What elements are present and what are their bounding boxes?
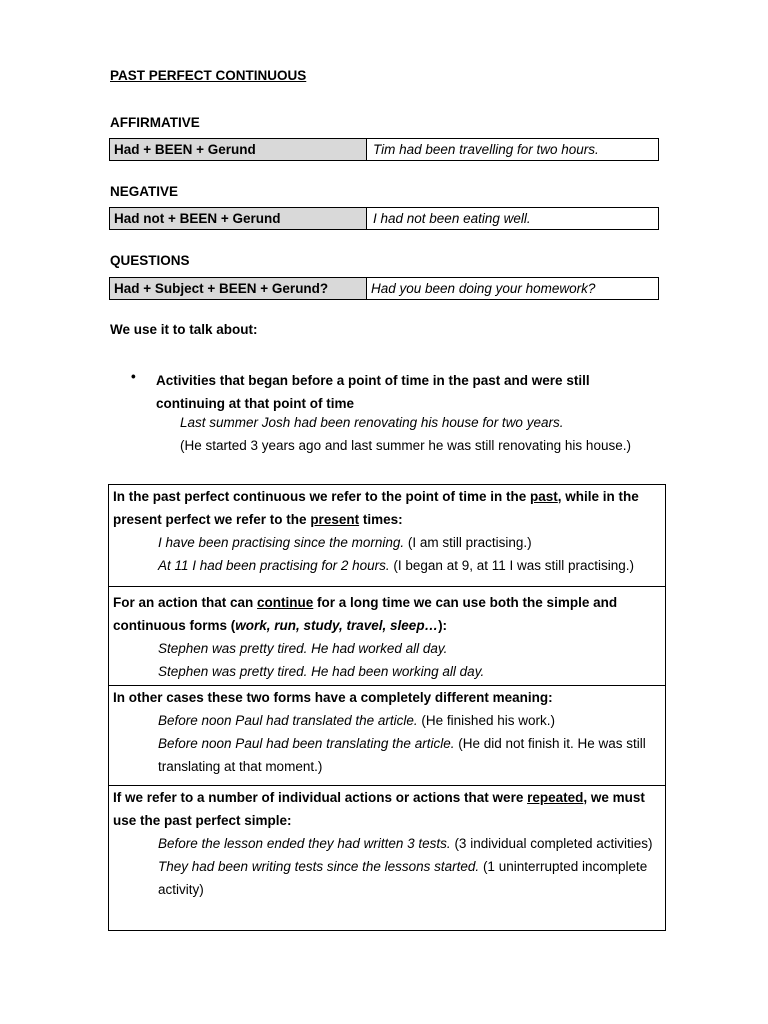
note-1-example-1: I have been practising since the morning. (I am still practising.)	[158, 535, 532, 550]
affirmative-example: Tim had been travelling for two hours.	[373, 142, 599, 157]
negative-example: I had not been eating well.	[373, 211, 531, 226]
note-2-example-1: Stephen was pretty tired. He had worked all day.	[158, 641, 448, 656]
note-4-example-2: They had been writing tests since the lessons started. (1 uninterrupted incomplete activity)	[158, 859, 648, 897]
bullet-icon: •	[131, 369, 136, 384]
note-3-heading: In other cases these two forms have a completely different meaning:	[113, 690, 553, 705]
note-cell-3	[109, 686, 665, 786]
bullet-note: (He started 3 years ago and last summer he was still renovating his house.)	[180, 438, 631, 453]
note-1-example-2: At 11 I had been practising for 2 hours. (I began at 9, at 11 I was still practising.)	[158, 558, 635, 573]
note-cell-4	[109, 786, 665, 930]
questions-example: Had you been doing your homework?	[371, 281, 596, 296]
affirmative-heading: AFFIRMATIVE	[110, 115, 200, 130]
negative-formula: Had not + BEEN + Gerund	[110, 208, 367, 229]
notes-table	[108, 484, 666, 931]
use-intro: We use it to talk about:	[110, 322, 258, 337]
affirmative-table	[109, 138, 659, 161]
negative-heading: NEGATIVE	[110, 184, 179, 199]
affirmative-formula: Had + BEEN + Gerund	[110, 139, 367, 160]
questions-heading: QUESTIONS	[110, 253, 190, 268]
bullet-example: Last summer Josh had been renovating his house for two years.	[180, 415, 564, 430]
page-title: PAST PERFECT CONTINUOUS	[110, 68, 307, 83]
questions-table	[109, 277, 659, 300]
note-4-example-1: Before the lesson ended they had written 3 tests. (3 individual completed activities)	[158, 836, 653, 851]
note-1-heading: In the past perfect continuous we refer to the point of time in the past, while in the present perfect we refer to the present times:	[113, 489, 639, 527]
note-3-example-2: Before noon Paul had been translating the article. (He did not finish it. He was still translating at that moment.)	[158, 736, 646, 774]
note-3-example-1: Before noon Paul had translated the article. (He finished his work.)	[158, 713, 555, 728]
negative-table	[109, 207, 659, 230]
bullet-text: Activities that began before a point of time in the past and were still continuing at that point of time	[156, 373, 590, 411]
note-cell-2	[109, 587, 665, 686]
note-cell-1	[109, 485, 665, 587]
note-4-heading: If we refer to a number of individual actions or actions that were repeated, we must use the past perfect simple:	[113, 790, 645, 828]
questions-formula: Had + Subject + BEEN + Gerund?	[110, 278, 367, 299]
note-2-example-2: Stephen was pretty tired. He had been working all day.	[158, 664, 485, 679]
note-2-heading: For an action that can continue for a long time we can use both the simple and continuous forms (work, run, study, travel, sleep…):	[113, 595, 618, 633]
